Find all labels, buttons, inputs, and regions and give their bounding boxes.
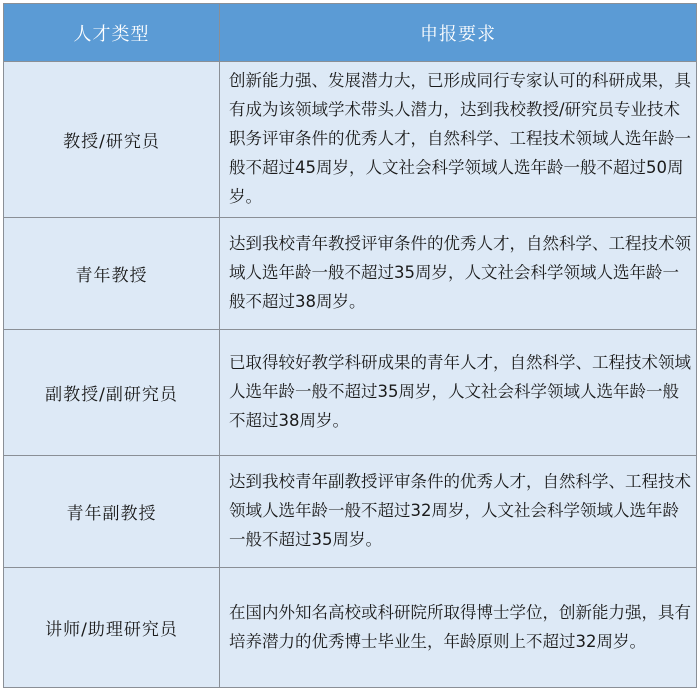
table-row — [4, 568, 697, 688]
header-requirements: 申报要求 — [220, 4, 697, 62]
requirements-cell: 在国内外知名高校或科研院所取得博士学位，创新能力强，具有培养潜力的优秀博士毕业生，年龄原则上不超过32周岁。 — [220, 568, 697, 688]
table-row — [4, 62, 697, 218]
requirements-cell: 达到我校青年副教授评审条件的优秀人才，自然科学、工程技术领域人选年龄一般不超过32周岁，人文社会科学领域人选年龄一般不超过35周岁。 — [220, 456, 697, 568]
requirements-cell: 达到我校青年教授评审条件的优秀人才，自然科学、工程技术领域人选年龄一般不超过35周岁，人文社会科学领域人选年龄一般不超过38周岁。 — [220, 218, 697, 330]
talent-type-cell: 青年教授 — [4, 218, 220, 330]
table-row — [4, 218, 697, 330]
table-row — [4, 456, 697, 568]
requirements-cell: 创新能力强、发展潜力大，已形成同行专家认可的科研成果，具有成为该领域学术带头人潜力，达到我校教授/研究员专业技术职务评审条件的优秀人才，自然科学、工程技术领域人选年龄一般不超过45周岁，人文社会科学领域人选年龄一般不超过50周岁。 — [220, 62, 697, 218]
requirements-cell: 已取得较好教学科研成果的青年人才，自然科学、工程技术领域人选年龄一般不超过35周岁，人文社会科学领域人选年龄一般不超过38周岁。 — [220, 330, 697, 456]
table-header-row — [4, 4, 697, 62]
talent-type-cell: 讲师/助理研究员 — [4, 568, 220, 688]
table-row — [4, 330, 697, 456]
talent-requirements-table — [3, 3, 697, 688]
talent-type-cell: 青年副教授 — [4, 456, 220, 568]
talent-type-cell: 副教授/副研究员 — [4, 330, 220, 456]
header-talent-type: 人才类型 — [4, 4, 220, 62]
talent-type-cell: 教授/研究员 — [4, 62, 220, 218]
